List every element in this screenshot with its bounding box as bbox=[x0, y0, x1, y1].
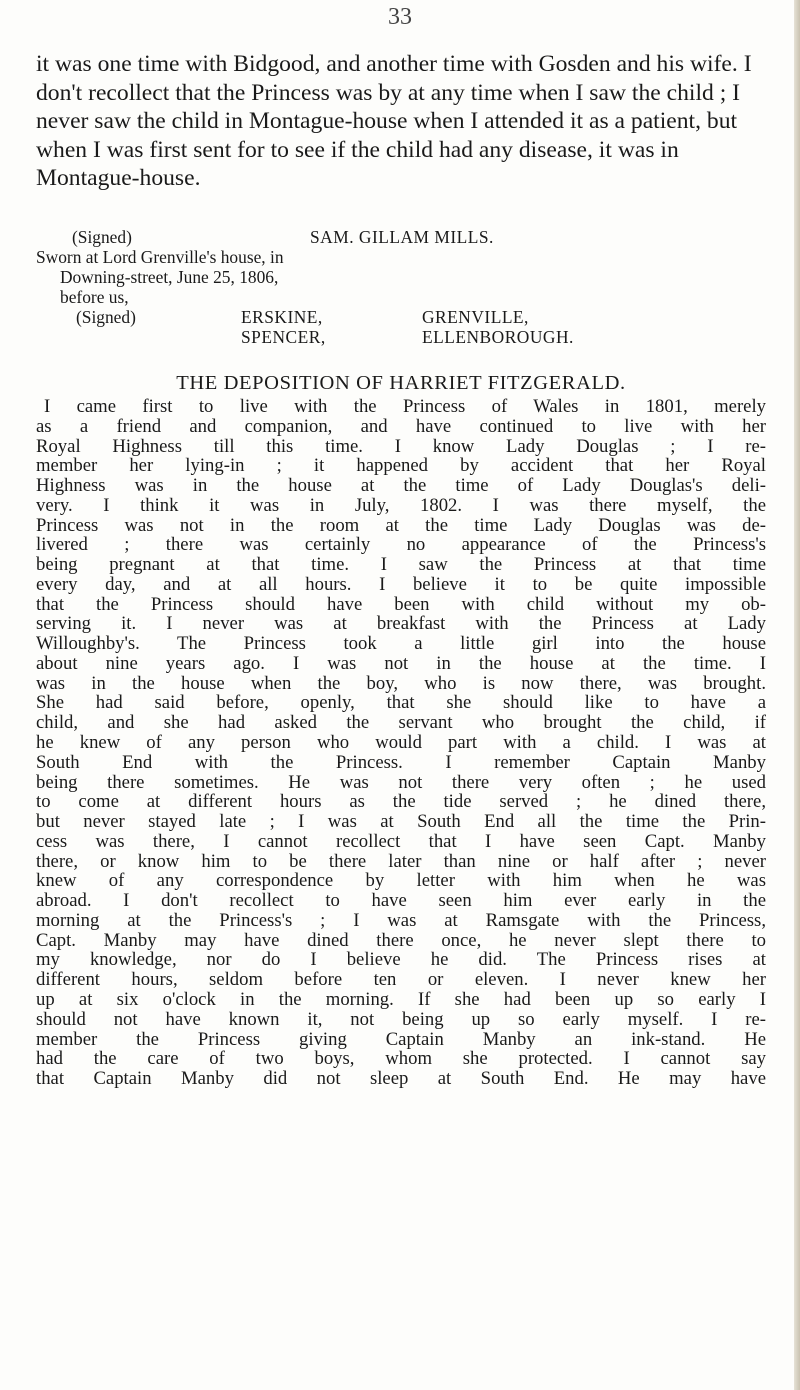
witness-spencer: SPENCER, bbox=[241, 327, 326, 347]
witness-grenville: GRENVILLE, bbox=[422, 307, 529, 327]
deposition-line: Princess was not in the room at the time Lady Douglas was de- bbox=[36, 515, 766, 536]
deposition-line: South End with the Princess. I remember Captain Manby bbox=[36, 752, 766, 773]
deposition-line: abroad. I don't recollect to have seen him ever early in the bbox=[36, 891, 766, 911]
testimony-paragraph: it was one time with Bidgood, and another time with Gosden and his wife. I don't recollect that the Princess was by at any time when I saw the child ; I never saw the child in Montague-house when I attended it as a patient, but when I was first sent for to see if the child had any disease, it was in Montague-house. bbox=[36, 51, 752, 192]
deposition-line: morning at the Princess's ; I was at Ramsgate with the Princess, bbox=[36, 910, 766, 931]
deposition-line: Highness was in the house at the time of Lady Douglas's deli- bbox=[36, 476, 766, 496]
deposition-line: Royal Highness till this time. I know Lady Douglas ; I re- bbox=[36, 436, 766, 457]
signer-name: SAM. GILLAM MILLS. bbox=[310, 227, 494, 247]
deposition-line: there, or know him to be there later than nine or half after ; never bbox=[36, 851, 766, 872]
deposition-line: every day, and at all hours. I believe it to be quite impossible bbox=[36, 574, 766, 595]
deposition-line: up at six o'clock in the morning. If she had been up so early I bbox=[36, 989, 766, 1010]
witness-erskine: ERSKINE, bbox=[241, 307, 323, 327]
signed-label-2: (Signed) bbox=[76, 307, 136, 327]
sworn-line-1: Sworn at Lord Grenville's house, in bbox=[36, 247, 284, 267]
deposition-line: to come at different hours as the tide served ; he dined there, bbox=[36, 792, 766, 813]
sworn-line-2: Downing-street, June 25, 1806, bbox=[60, 267, 279, 287]
deposition-line: that the Princess should have been with child without my ob- bbox=[36, 594, 766, 615]
deposition-line: serving it. I never was at breakfast with the Princess at Lady bbox=[36, 614, 766, 635]
deposition-line: about nine years ago. I was not in the house at the time. I bbox=[36, 653, 766, 674]
sworn-row-2 bbox=[36, 268, 766, 288]
page-number: 33 bbox=[388, 4, 412, 30]
deposition-line: Capt. Manby may have dined there once, he never slept there to bbox=[36, 930, 766, 951]
deposition-line: that Captain Manby did not sleep at South End. He may have bbox=[36, 1069, 766, 1089]
deposition-line: member her lying-in ; it happened by accident that her Royal bbox=[36, 456, 766, 477]
witness-row-1 bbox=[36, 308, 766, 328]
deposition-line: cess was there, I cannot recollect that I have seen Capt. Manby bbox=[36, 831, 766, 852]
deposition-line: different hours, seldom before ten or eleven. I never knew her bbox=[36, 970, 766, 990]
signer-row bbox=[36, 228, 766, 248]
deposition-line: She had said before, openly, that she should like to have a bbox=[36, 693, 766, 714]
deposition-line: should not have known it, not being up so early myself. I re- bbox=[36, 1009, 766, 1030]
deposition-line: member the Princess giving Captain Manby an ink-stand. He bbox=[36, 1029, 766, 1050]
deposition-heading: THE DEPOSITION OF HARRIET FITZGERALD. bbox=[176, 372, 626, 394]
page-edge bbox=[794, 0, 800, 1390]
signed-label: (Signed) bbox=[72, 227, 132, 247]
deposition-line: I came first to live with the Princess of Wales in 1801, merely bbox=[44, 397, 766, 417]
deposition-line: he knew of any person who would part with a child. I was at bbox=[36, 733, 766, 753]
deposition-line: but never stayed late ; I was at South End all the time the Prin- bbox=[36, 812, 766, 832]
deposition-text bbox=[36, 397, 766, 1089]
deposition-line: my knowledge, nor do I believe he did. The Princess rises at bbox=[36, 950, 766, 971]
signature-block bbox=[36, 228, 766, 348]
witness-row-2 bbox=[36, 328, 766, 348]
deposition-line: livered ; there was certainly no appearance of the Princess's bbox=[36, 535, 766, 556]
sworn-row-1 bbox=[36, 248, 766, 268]
deposition-line: being there sometimes. He was not there very often ; he used bbox=[36, 772, 766, 793]
deposition-line: very. I think it was in July, 1802. I was there myself, the bbox=[36, 495, 766, 516]
deposition-line: as a friend and companion, and have continued to live with her bbox=[36, 416, 766, 437]
deposition-line: child, and she had asked the servant who brought the child, if bbox=[36, 713, 766, 734]
before-us: before us, bbox=[60, 287, 129, 307]
deposition-line: being pregnant at that time. I saw the Princess at that time bbox=[36, 555, 766, 575]
deposition-line: knew of any correspondence by letter with him when he was bbox=[36, 871, 766, 892]
deposition-line: was in the house when the boy, who is now there, was brought. bbox=[36, 673, 766, 694]
witness-ellenborough: ELLENBOROUGH. bbox=[422, 327, 574, 347]
deposition-line: Willoughby's. The Princess took a little girl into the house bbox=[36, 634, 766, 654]
deposition-line: had the care of two boys, whom she protected. I cannot say bbox=[36, 1049, 766, 1070]
before-us-row bbox=[36, 288, 766, 308]
